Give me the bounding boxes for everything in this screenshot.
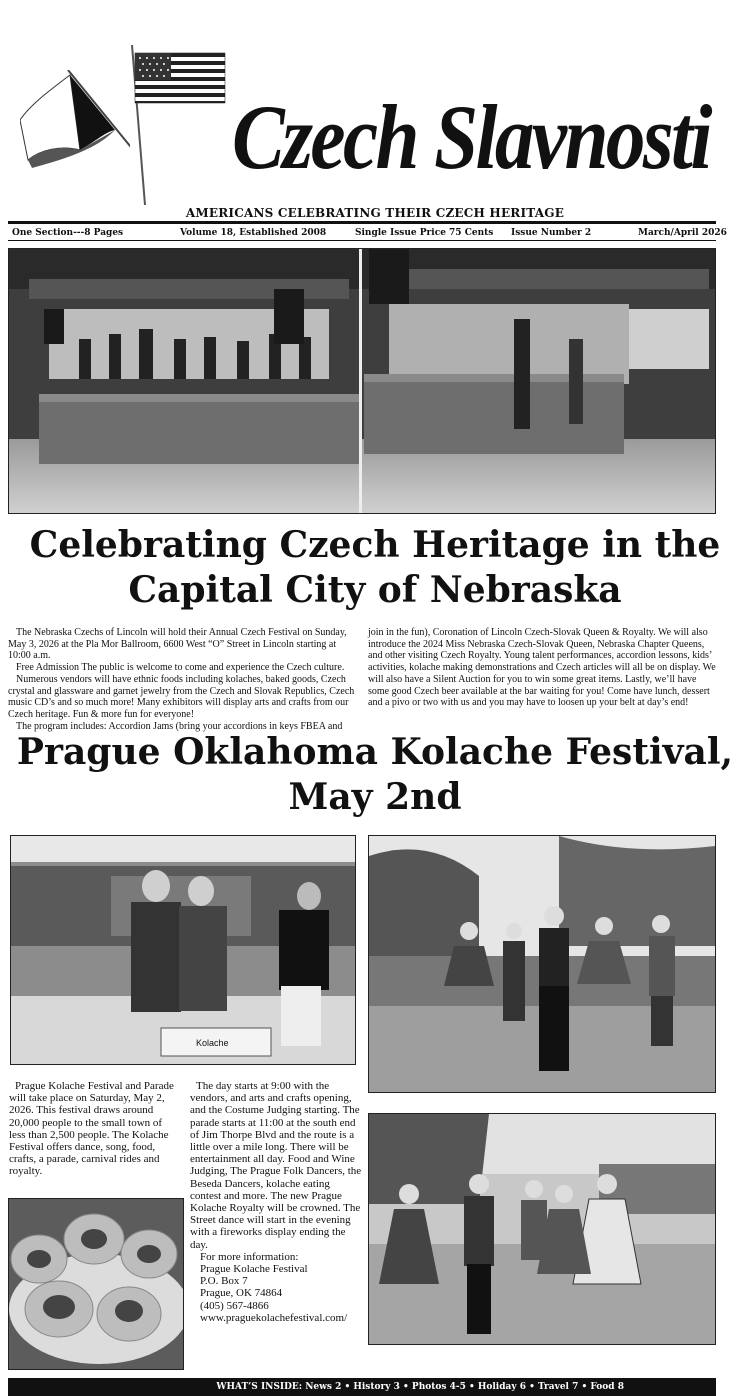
headline-line: Celebrating Czech Heritage in the [29,524,721,566]
website-link[interactable]: www.praguekolachefestival.com/ [200,1311,348,1324]
paragraph: Free Admission The public is welcome to come and experience the Czech culture. [16,662,345,674]
headline-lincoln [0,523,750,613]
headline-line: Capital City of Nebraska [128,569,622,611]
tagline: AMERICANS CELEBRATING THEIR CZECH HERITAGE [185,206,565,220]
vendor-sign: Kolache [196,1038,229,1048]
us-flag-icon [130,45,230,205]
kolache-photo [8,1198,184,1370]
paragraph: The program includes: Accordion Jams (bring your accordions in keys FBEA and [16,720,343,732]
issue-info-bar [8,227,727,240]
whats-inside-text: WHAT’S INSIDE: News 2 • History 3 • Photos 4-5 • Holiday 6 • Travel 7 • Food 8 [216,1382,624,1392]
whats-inside-bar [8,1378,716,1396]
section-count: One Section---8 Pages [12,228,124,238]
article-lincoln-col1 [8,627,358,732]
headline-line: May 2nd [288,776,462,818]
volume-info: Volume 18, Established 2008 [180,228,327,238]
headline-prague [0,730,750,820]
info-line: Prague, OK 74864 [200,1287,283,1300]
info-line: P.O. Box 7 [200,1275,248,1288]
vendor-booth-photo [10,835,356,1065]
czech-flag-icon [20,70,130,200]
paragraph: Prague Kolache Festival and Parade will take place on Saturday, May 2, 2026. This festival draws around 20,000 people to the small town of less than 2,500 people. The Kolache Festival offers dance, song, food, crafts, a parade, carnival rides and royalty. [9,1080,174,1178]
article-prague-col2 [190,1080,362,1324]
info-line: (405) 567-4866 [200,1299,269,1312]
rule-divider [8,240,716,241]
paragraph: The Nebraska Czechs of Lincoln will hold their Annual Czech Festival on Sunday, May 3, 2026 at the Pla Mor Ballroom, 6600 West “O” Street in Lincoln starting at 10:00 a.m. [8,627,347,662]
info-line: Prague Kolache Festival [200,1263,308,1276]
parade-photo [368,1113,716,1345]
paragraph: join in the fun), Coronation of Lincoln Czech-Slovak Queen & Royalty. We will also introduce the 2024 Miss Nebraska Czech-Slovak Queen, Nebraska Chapter Queens, and other visiting Czech Royalty. Young talent performances, accordion lessons, kids’ activities, kolache making demonstrations and Czech articles will all be on display. We will also have a Silent Auction for you to win some great items. Lastly, we’ll have some good Czech beer available at the bar waiting for you! Come have lunch, dessert and a pivo or two with us and you may have to loosen up your belt at day’s end! [368,627,716,709]
masthead [0,0,750,222]
paragraph: Numerous vendors will have ethnic foods including kolaches, baked goods, Czech crystal and glassware and garnet jewelry from the Czech and Slovak Republics, Czech music CD’s and so much more! Many exhibitors will display arts and crafts from our Czech heritage. Fun & more fun for everyone! [8,673,355,720]
issue-number: Issue Number 2 [511,228,592,238]
ballroom-photo [8,248,716,514]
paragraph: The day starts at 9:00 with the vendors, and arts and crafts opening, and the Costume Judging starting. The parade starts at 11:00 at the south end of Jim Thorpe Blvd and the route is a little over a mile long. There will be entertainment all day. Food and Wine Judging, The Prague Folk Dancers, the Beseda Dancers, kolache eating contest and more. The new Prague Kolache Royalty will be crowned. The Street dance will start in the evening with a fireworks display ending the day. [190,1080,362,1251]
price-info: Single Issue Price 75 Cents [355,228,494,238]
headline-line: Prague Oklahoma Kolache Festival, [16,731,734,773]
newspaper-title: Czech Slavnosti [232,86,710,188]
article-lincoln-col2 [368,627,716,709]
info-line: For more information: [200,1250,299,1263]
rule-divider [8,221,716,224]
article-prague-col1 [9,1080,181,1178]
issue-date: March/April 2026 [638,228,727,238]
folk-dancers-photo [368,835,716,1093]
